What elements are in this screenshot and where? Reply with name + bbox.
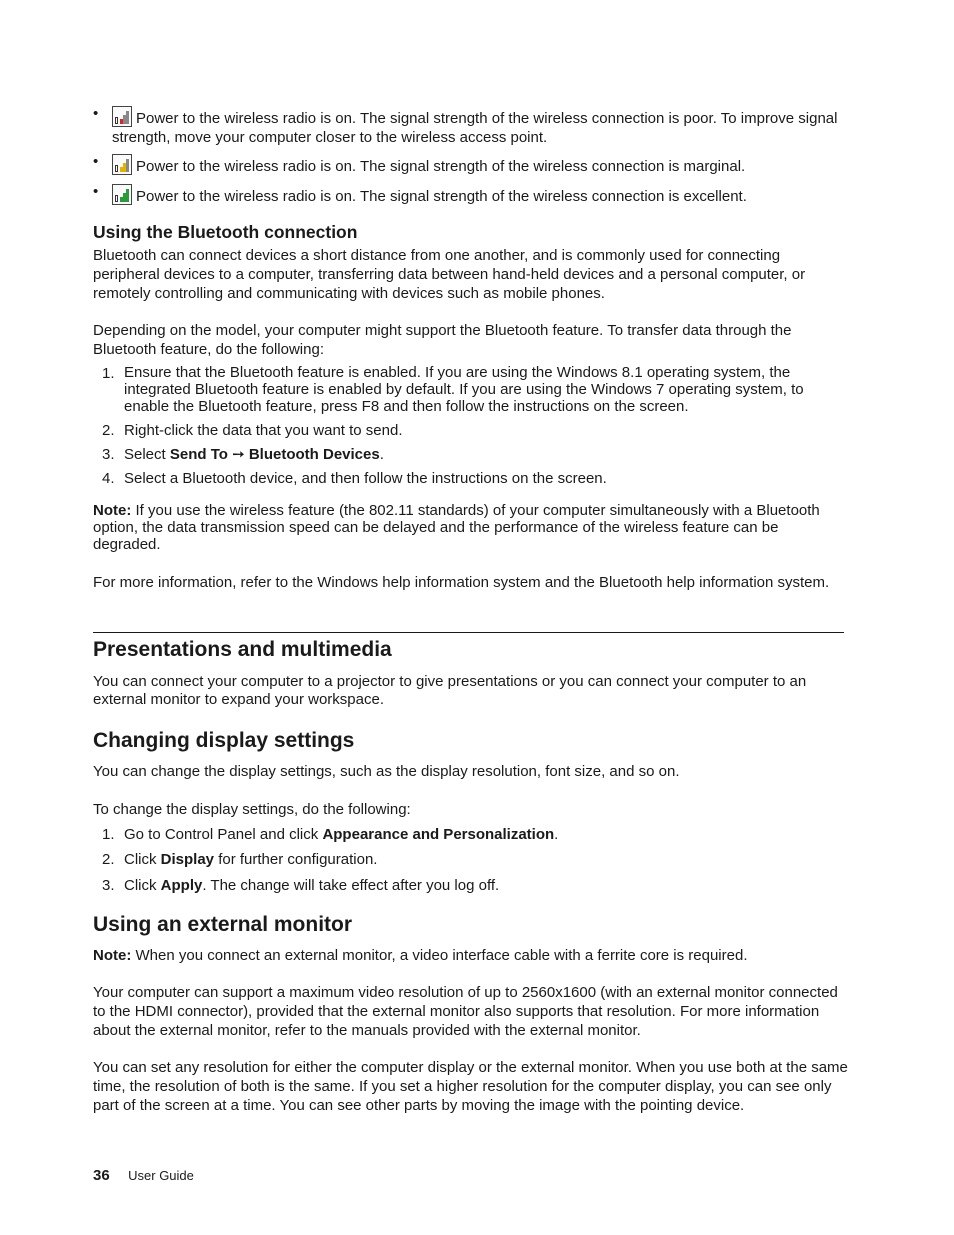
section-heading-presentations: Presentations and multimedia <box>93 638 392 661</box>
list-item <box>102 445 849 465</box>
section-heading-bluetooth: Using the Bluetooth connection <box>93 222 358 242</box>
list-number: 2. <box>102 851 115 868</box>
list-number: 3. <box>102 446 115 463</box>
list-item <box>102 364 849 418</box>
page-number: 36 <box>93 1167 110 1184</box>
list-number: 1. <box>102 826 115 843</box>
paragraph: To change the display settings, do the following: <box>93 801 411 818</box>
list-text: Go to Control Panel and click Appearance and Personalization. <box>124 826 559 843</box>
signal-excellent-icon <box>112 184 132 205</box>
ui-label-apply: Apply <box>160 877 203 894</box>
list-text: Right-click the data that you want to send. <box>124 422 403 439</box>
list-number: 3. <box>102 877 115 894</box>
list-item <box>102 825 849 845</box>
note-text: If you use the wireless feature (the 802.11 standards) of your computer simultaneously with a Bluetooth option, the data transmission speed can be delayed and the performance of the wireless feature can be degraded. <box>93 502 820 553</box>
menu-path-bluetooth-devices: Bluetooth Devices <box>248 446 380 463</box>
list-text: Click Display for further configuration. <box>124 851 378 868</box>
bullet-text: Power to the wireless radio is on. The signal strength of the wireless connection is poor. To improve signal strength, move your computer closer to the wireless access point. <box>112 110 838 146</box>
note-text: When you connect an external monitor, a video interface cable with a ferrite core is required. <box>135 947 748 964</box>
note-label: Note: <box>93 502 132 519</box>
note-label: Note: <box>93 947 132 964</box>
list-text: Select a Bluetooth device, and then follow the instructions on the screen. <box>124 470 607 487</box>
bullet-signal-excellent <box>93 182 849 204</box>
list-number: 2. <box>102 422 115 439</box>
note <box>93 946 849 965</box>
paragraph: You can set any resolution for either the computer display or the external monitor. When you use both at the same time, the resolution of both is the same. If you set a higher resolution for the computer display, you can see only part of the screen at a time. You can see other parts by moving the image with the pointing device. <box>93 1059 848 1114</box>
section-heading-display-settings: Changing display settings <box>93 729 355 752</box>
page-footer <box>93 1166 293 1186</box>
section-heading-external-monitor: Using an external monitor <box>93 913 353 936</box>
paragraph: You can change the display settings, such as the display resolution, font size, and so on. <box>93 763 680 780</box>
bullet-text: Power to the wireless radio is on. The signal strength of the wireless connection is marginal. <box>136 158 746 175</box>
list-item <box>102 421 849 441</box>
list-item <box>102 850 849 870</box>
menu-path-send-to: Send To <box>169 446 228 463</box>
paragraph: Bluetooth can connect devices a short distance from one another, and is commonly used for connecting peripheral devices to a computer, transferring data between hand-held devices and a personal computer, or remotely controlling and communicating with devices such as mobile phones. <box>93 247 806 302</box>
ui-label-appearance-personalization: Appearance and Personalization <box>322 826 555 843</box>
list-number: 4. <box>102 470 115 487</box>
paragraph: Your computer can support a maximum video resolution of up to 2560x1600 (with an external monitor connected to the HDMI connector), provided that the external monitor also supports that resolution. For more information about the external monitor, refer to the manuals provided with the external monitor. <box>93 984 838 1039</box>
note <box>93 502 849 553</box>
bullet-signal-marginal <box>93 152 849 174</box>
list-text: Ensure that the Bluetooth feature is enabled. If you are using the Windows 8.1 operating system, the integrated Bluetooth feature is enabled by default. If you are using the Windows 7 operating system, to enable the Bluetooth feature, press F8 and then follow the instructions on the screen. <box>124 364 804 415</box>
list-text: Select Send To ➙ Bluetooth Devices. <box>124 446 384 463</box>
bullet-dot: • <box>93 153 99 170</box>
section-divider <box>93 632 844 633</box>
paragraph: For more information, refer to the Windows help information system and the Bluetooth help information system. <box>93 574 830 591</box>
bullet-text: Power to the wireless radio is on. The signal strength of the wireless connection is excellent. <box>136 188 747 205</box>
list-item <box>102 876 849 896</box>
signal-marginal-icon <box>112 154 132 175</box>
bullet-signal-poor <box>93 104 849 144</box>
list-number: 1. <box>102 365 115 382</box>
ui-label-display: Display <box>160 851 215 868</box>
paragraph: You can connect your computer to a projector to give presentations or you can connect your computer to an external monitor to expand your workspace. <box>93 673 807 708</box>
signal-poor-icon <box>112 106 132 127</box>
list-item <box>102 469 849 489</box>
bullet-dot: • <box>93 105 99 122</box>
document-title: User Guide <box>128 1168 194 1183</box>
bullet-dot: • <box>93 183 99 200</box>
arrow-right-icon: ➙ <box>232 446 245 463</box>
list-text: Click Apply. The change will take effect after you log off. <box>124 877 500 894</box>
paragraph: Depending on the model, your computer might support the Bluetooth feature. To transfer data through the Bluetooth feature, do the following: <box>93 322 792 358</box>
